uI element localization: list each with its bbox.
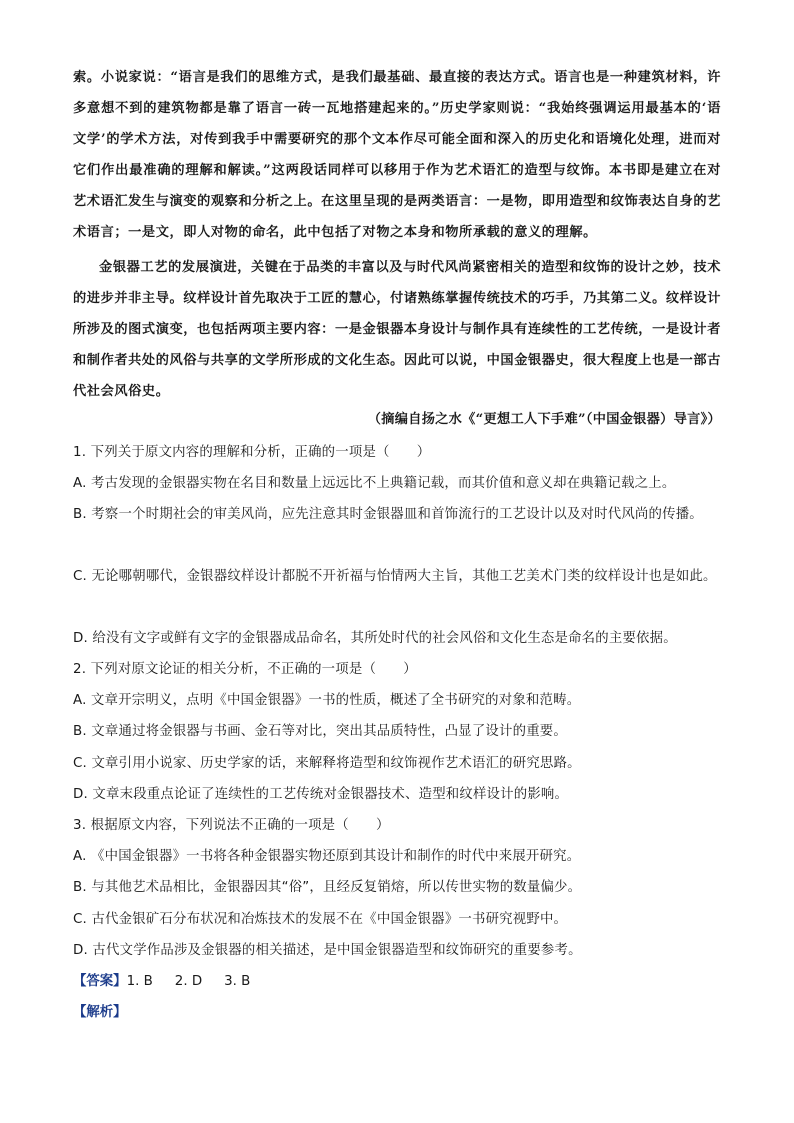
question-3-stem: 3. 根据原文内容，下列说法不正确的一项是（ ） bbox=[73, 818, 390, 833]
question-3-option-c: C. 古代金银矿石分布状况和冶炼技术的发展不在《中国金银器》一书研究视野中。 bbox=[73, 912, 568, 927]
question-3-option-b: B. 与其他艺术品相比，金银器因其“俗”，且经反复销熔，所以传世实物的数量偏少。 bbox=[73, 880, 582, 895]
answer-item-2: 2. D bbox=[174, 974, 203, 989]
question-2-option-a: A. 文章开宗明义，点明《中国金银器》一书的性质，概述了全书研究的对象和范畴。 bbox=[73, 693, 581, 708]
question-1-option-d: D. 给没有文字或鲜有文字的金银器成品命名，其所处时代的社会风俗和文化生态是命名的主要依据。 bbox=[73, 631, 677, 646]
passage-paragraph-2: 金银器工艺的发展演进，关键在于品类的丰富以及与时代风尚紧密相关的造型和纹饰的设计之妙，技术的进步并非主导。纹样设计首先取决于工匠的慧心，付诸熟练掌握传统技术的巧手，乃其第二义。纹样设计所涉及的图式演变，也包括两项主要内容：一是金银器本身设计与制作具有连续性的工艺传统，一是设计者和制作者共处的风俗与共享的文学所形成的文化生态。因此可以说，中国金银器史，很大程度上也是一部古代社会风俗史。 bbox=[73, 260, 722, 399]
explanation-label-row bbox=[73, 997, 127, 1028]
passage-source: （摘编自扬之水《“更想工人下手难”（中国金银器）导言》） bbox=[367, 412, 721, 427]
passage-paragraph-1: 索。小说家说：“语言是我们的思维方式，是我们最基础、最直接的表达方式。语言也是一种建筑材料，许多意想不到的建筑物都是靠了语言一砖一瓦地搭建起来的。”历史学家则说：“我始终强调运用最基本的‘语文学’的学术方法，对传到我手中需要研究的那个文本作尽可能全面和深入的历史化和语境化处理，进而对它们作出最准确的理解和解读。”这两段话同样可以移用于作为艺术语汇的造型与纹饰。本书即是建立在对艺术语汇发生与演变的观察和分析之上。在这里呈现的是两类语言：一是物，即用造型和纹饰表达自身的艺术语言；一是文，即人对物的命名，此中包括了对物之本身和物所承载的意义的理解。 bbox=[73, 70, 722, 240]
answer-item-1: 1. B bbox=[126, 974, 153, 989]
explanation-label: 【解析】 bbox=[73, 1005, 127, 1020]
question-2-stem: 2. 下列对原文论证的相关分析，不正确的一项是（ ） bbox=[73, 662, 417, 677]
question-1-option-a: A. 考古发现的金银器实物在名目和数量上远远比不上典籍记载，而其价值和意义却在典籍记载之上。 bbox=[73, 476, 676, 491]
question-2-option-c: C. 文章引用小说家、历史学家的话，来解释将造型和纹饰视作艺术语汇的研究思路。 bbox=[73, 756, 581, 771]
question-1-stem: 1. 下列关于原文内容的理解和分析，正确的一项是（ ） bbox=[73, 445, 431, 460]
question-1-option-b: B. 考察一个时期社会的审美风尚，应先注意其时金银器皿和首饰流行的工艺设计以及对时代风尚的传播。 bbox=[73, 507, 703, 522]
question-3-option-d: D. 古代文学作品涉及金银器的相关描述，是中国金银器造型和纹饰研究的重要参考。 bbox=[73, 943, 582, 958]
question-2-option-d: D. 文章末段重点论证了连续性的工艺传统对金银器技术、造型和纹样设计的影响。 bbox=[73, 787, 569, 802]
question-3-option-a: A. 《中国金银器》一书将各种金银器实物还原到其设计和制作的时代中来展开研究。 bbox=[73, 849, 581, 864]
answer-label: 【答案】 bbox=[73, 974, 127, 989]
question-1-option-c: C. 无论哪朝哪代，金银器纹样设计都脱不开祈福与怡情两大主旨，其他工艺美术门类的纹样设计也是如此。 bbox=[73, 569, 717, 584]
answer-item-3: 3. B bbox=[224, 974, 251, 989]
answer-row bbox=[73, 966, 272, 997]
question-2-option-b: B. 文章通过将金银器与书画、金石等对比，突出其品质特性，凸显了设计的重要。 bbox=[73, 724, 567, 739]
